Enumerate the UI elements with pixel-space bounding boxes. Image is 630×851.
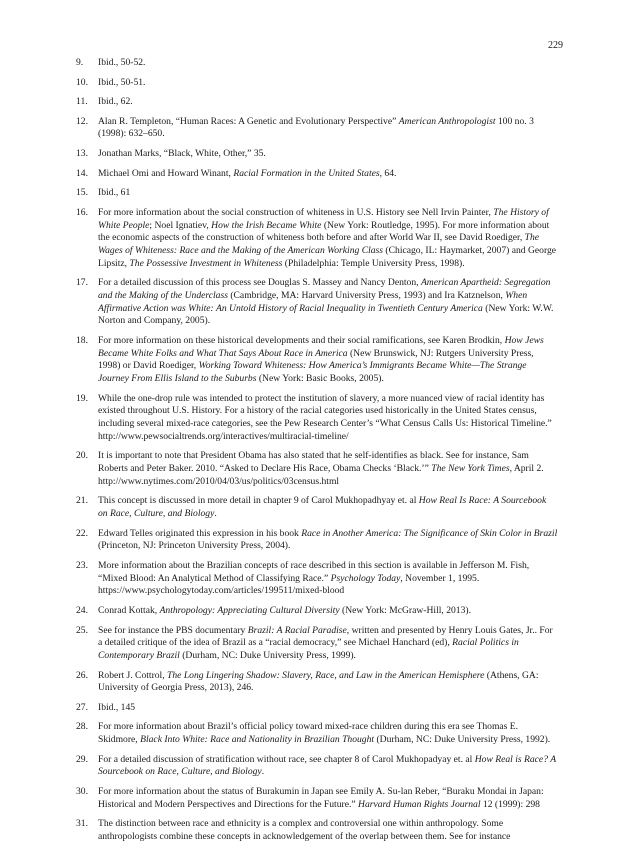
endnote-text [98, 495, 558, 520]
text-run: Alan R. Templeton, “Human Races: A Genetic and Evolutionary Perspective” [98, 115, 399, 127]
text-run: Robert J. Cottrol, [98, 669, 168, 681]
endnote [76, 625, 558, 663]
text-run: Michael Omi and Howard Winant, [98, 167, 234, 179]
endnote-text [98, 148, 558, 161]
endnote [76, 605, 558, 618]
italic-title: Harvard Human Rights Journal [358, 798, 481, 810]
endnote [76, 721, 558, 746]
text-run: , November 1, 1995. https://www.psychologytoday.com/articles/199511/mixed-blood [98, 572, 480, 597]
endnote-number: 18. [76, 334, 88, 346]
text-run: (Princeton, NJ: Princeton University Press, 2004). [98, 540, 291, 552]
endnote-number: 24. [76, 604, 88, 616]
text-run: Ibid., 62. [98, 96, 133, 108]
endnote-text [98, 96, 558, 109]
text-run: Jonathan Marks, “Black, White, Other,” 35. [98, 148, 266, 160]
text-run: (Athens, GA: University of Georgia Press, 2013), 246. [98, 669, 539, 694]
text-run: More information about the Brazilian concepts of race described in this section is available in Jefferson M. Fish, “Mixed Blood: An Analytical Method of Classifying Race.” [98, 559, 530, 584]
italic-title: Psychology Today [330, 572, 401, 584]
italic-title: American Anthropologist [398, 115, 496, 127]
endnote [76, 670, 558, 695]
italic-title: How Jews Became White Folks and What That Says About Race in America [98, 334, 544, 359]
endnote-number: 15. [76, 187, 88, 199]
text-run: For more information on these historical developments and their social ramifications, see Karen Brodkin, [98, 334, 505, 346]
text-run: (New York: Routledge, 1995). For more information about the economic aspects of the construction of whiteness both before and after World War II, see David Roediger, [98, 219, 550, 244]
endnote-number: 12. [76, 115, 88, 127]
text-run: . [214, 508, 217, 520]
endnote-number: 14. [76, 167, 88, 179]
endnote-text [98, 605, 558, 618]
endnote [76, 560, 558, 598]
endnote [76, 818, 558, 843]
endnote-number: 21. [76, 495, 88, 507]
endnote-text [98, 528, 558, 553]
endnote-text [98, 77, 558, 90]
endnote-number: 31. [76, 818, 88, 830]
endnote [76, 168, 558, 181]
text-run: Ibid., 50-51. [98, 76, 146, 88]
endnote [76, 754, 558, 779]
endnote [76, 116, 558, 141]
endnote-number: 28. [76, 721, 88, 733]
italic-title: The Wages of Whiteness: Race and the Making of the American Working Class [98, 232, 540, 256]
text-run: See for instance the PBS documentary [98, 624, 248, 636]
endnote-text [98, 702, 558, 715]
endnote-text [98, 721, 558, 746]
endnote-text [98, 187, 558, 200]
endnote-number: 11. [76, 96, 88, 108]
page-number: 229 [548, 40, 563, 51]
italic-title: When Affirmative Action was White: An Untold History of Racial Inequality in Twentieth Century America [98, 289, 528, 314]
text-run: The distinction between race and ethnicity is a complex and controversial one within anthropology. Some anthropologists combine these concepts in acknowledgement of the overlap between them. See for instance [98, 818, 511, 843]
endnote [76, 786, 558, 811]
endnote-number: 25. [76, 624, 88, 636]
endnote [76, 77, 558, 90]
italic-title: The History of White People [98, 206, 549, 231]
endnote [76, 393, 558, 444]
endnote-text [98, 560, 558, 598]
text-run: For more information about the status of Burakumin in Japan see Emily A. Su-lan Reber, “Buraku Mondai in Japan: Historical and Modern Perspectives and Directions for the Future.” [98, 786, 544, 810]
text-run: (Cambridge, MA: Harvard University Press, 1993) and Ira Katznelson, [227, 289, 506, 301]
text-run: While the one-drop rule was intended to protect the institution of slavery, a more nuanced view of racial identity has existed throughout U.S. History. For a history of the racial categories used historically in the United States census, including several mixed-race categories, see the Pew Research Center’s “What Census Calls Us: Historical Timeline.” http://www.pewsocialtrends.org/interactives/multiracial-timeline/ [98, 392, 552, 442]
endnote [76, 335, 558, 386]
endnote-number: 9. [76, 57, 84, 68]
endnote [76, 57, 558, 70]
endnote-text [98, 168, 558, 181]
endnote [76, 207, 558, 271]
italic-title: Racial Politics in Contemporary Brazil [98, 637, 519, 661]
endnote-number: 10. [76, 76, 88, 88]
text-run: This concept is discussed in more detail in chapter 9 of Carol Mukhopadhyay et. al [98, 495, 419, 507]
italic-title: American Apartheid: Segregation and the Making of the Underclass [98, 277, 551, 301]
italic-title: Race in Another America: The Significance of Skin Color in Brazil [301, 527, 558, 539]
italic-title: Anthropology: Appreciating Cultural Diversity [159, 604, 340, 616]
italic-title: How the Irish Became White [211, 219, 322, 231]
endnote-number: 17. [76, 277, 88, 289]
text-run: Ibid., 145 [98, 701, 136, 713]
endnote-number: 23. [76, 559, 88, 571]
endnote-number: 30. [76, 786, 88, 798]
endnote-text [98, 818, 558, 843]
endnote-text [98, 450, 558, 488]
text-run: For more information about Brazil’s official policy toward mixed-race children during this era see Thomas E. Skidmore, [98, 721, 519, 746]
endnote-text [98, 116, 558, 141]
text-run: , written and presented by Henry Louis Gates, Jr.. For a detailed critique of the idea of Brazil as a “racial democracy,” see Michael Hanchard (ed), [98, 624, 553, 649]
endnotes-list [76, 57, 558, 851]
text-run: (New York: W.W. Norton and Company, 2005). [98, 302, 554, 327]
endnote-text [98, 625, 558, 663]
italic-title: Working Toward Whiteness: How America’s Immigrants Became White—The Strange Journey From Ellis Island to the Suburbs [98, 360, 527, 385]
endnote-text [98, 207, 558, 271]
text-run: It is important to note that President Obama has also stated that he self-identifies as black. See for instance, Sam Roberts and Peter Baker. 2010. “Asked to Declare His Race, Obama Checks ‘Black.’” [98, 450, 529, 475]
text-run: For a detailed discussion of stratification without race, see chapter 8 of Carol Mukhopadyay et. al [98, 753, 475, 765]
endnote [76, 148, 558, 161]
endnote-number: 19. [76, 392, 88, 404]
text-run: Ibid., 50-52. [98, 57, 146, 68]
endnote-number: 29. [76, 753, 88, 765]
italic-title: Black Into White: Race and Nationality in Brazilian Thought [140, 734, 375, 746]
text-run: . [261, 766, 265, 778]
endnote-text [98, 754, 558, 779]
text-run: Ibid., 61 [98, 187, 131, 199]
endnote [76, 528, 558, 553]
endnote-text [98, 786, 558, 811]
endnote [76, 187, 558, 200]
italic-title: How Real is Race? A Sourcebook on Race, Culture, and Biology [98, 753, 556, 778]
text-run: Conrad Kottak, [98, 604, 160, 616]
text-run: For a detailed discussion of this process see Douglas S. Massey and Nancy Denton, [98, 277, 421, 289]
endnote-text [98, 670, 558, 695]
text-run: (New York: Basic Books, 2005). [256, 373, 384, 385]
endnote [76, 702, 558, 715]
text-run: For more information about the social construction of whiteness in U.S. History see Nell Irvin Painter, [98, 206, 494, 218]
endnote-text [98, 335, 558, 386]
text-run: (Durham, NC: Duke University Press, 1999). [179, 649, 356, 661]
endnote-number: 22. [76, 527, 88, 539]
endnote-number: 20. [76, 450, 88, 462]
text-run: , 64. [379, 167, 397, 179]
text-run: 100 no. 3 (1998): 632–650. [98, 115, 534, 140]
endnote-text [98, 393, 558, 444]
endnote [76, 277, 558, 328]
endnote-number: 27. [76, 701, 88, 713]
text-run: 12 (1999): 298 [480, 798, 540, 810]
text-run: (Durham, NC: Duke University Press, 1992). [374, 734, 551, 746]
endnote [76, 450, 558, 488]
text-run: (New York: McGraw-Hill, 2013). [339, 604, 471, 616]
italic-title: The New York Times [431, 463, 510, 475]
text-run: (Chicago, IL: Haymarket, 2007) and George Lipsitz, [98, 244, 557, 269]
endnote-number: 26. [76, 669, 88, 681]
endnote-number: 13. [76, 148, 88, 160]
italic-title: The Possessive Investment in Whiteness [129, 257, 283, 269]
text-run: (New Brunswick, NJ: Rutgers University Press, 1998) or David Roediger, [98, 347, 534, 372]
endnote-text [98, 277, 558, 328]
text-run: (Philadelphia: Temple University Press, 1998). [282, 257, 465, 269]
endnote-number: 16. [76, 206, 88, 218]
italic-title: Brazil: A Racial Paradise [247, 624, 347, 636]
endnote [76, 495, 558, 520]
text-run: ; Noel Ignatiev, [149, 219, 212, 231]
italic-title: The Long Lingering Shadow: Slavery, Race, and Law in the American Hemisphere [167, 669, 485, 681]
italic-title: How Real Is Race: A Sourcebook on Race, Culture, and Biology [98, 495, 547, 520]
text-run: , April 2. http://www.nytimes.com/2010/04/03/us/politics/03census.html [98, 463, 544, 487]
text-run: Edward Telles originated this expression in his book [98, 527, 302, 539]
endnote [76, 96, 558, 109]
endnote-text [98, 57, 558, 70]
italic-title: Racial Formation in the United States [233, 167, 380, 179]
